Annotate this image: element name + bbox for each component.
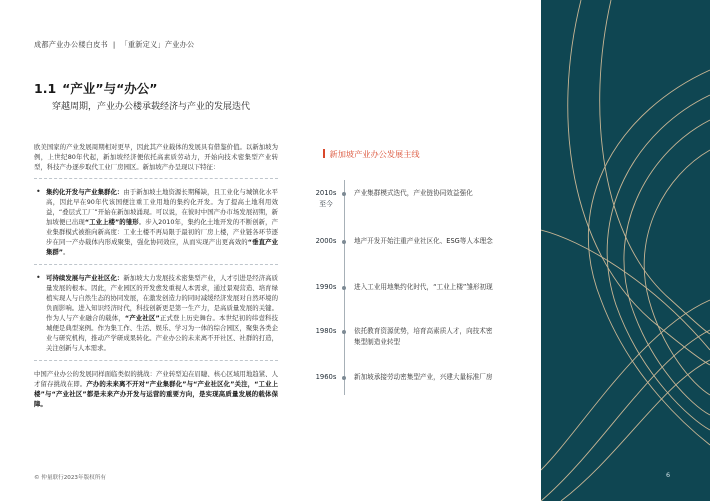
page-number: 6 [666,471,671,479]
breadcrumb-separator: | [112,40,116,49]
timeline-description: 产业集群模式迭代，产业链协同效益强化 [354,189,473,197]
copyright: © 仲量联行2023年版权所有 [34,475,106,481]
conclusion-paragraph: 中国产业办公的发展同样面临类似的挑战：产业转型迫在眉睫、核心区域用地趋紧、人才留存挑战在即。产办的未来离不开对“产业集群化”与“产业社区化”关注，“工业上楼”与“产业社区”都是未来产办开发与运营的重要方向，是实现高质量发展的载体保障。 [34,370,279,408]
bullet-dot-icon: • [36,273,41,282]
chapter-title: 「重新定义」产业办公 [120,40,195,49]
bullet-item-1 [34,187,278,257]
timeline-dot [342,330,346,334]
timeline-description: 进入工业用地集约化时代，“工业上楼”雏形初现 [354,283,493,291]
bullet-text-2: 可持续发展与产业社区化：新加坡大力发展技术密集型产业，人才引进是经济高质量发展的根本。因此，产业园区的开发愈发重视人本需求，通过景观营造、培育绿植实现人与自然生态的协同发展，在激发创造力的同时减缓经济发展对自然环境的负面影响。进入知识经济时代，科技创新更是第一生产力，是高质量发展的关键。作为人与产业融合的载体，“产业社区”正式登上历史舞台。本世纪初的纬壹科技城便是典型案例。作为集工作、生活、娱乐、学习为一体的综合园区，聚集各类企业与研究机构，推动产学研成果转化。产业办公的未来离不开社区、社群的打造，关注创新与人本需求。 [46,274,279,352]
divider [34,360,278,361]
curve-line [588,70,710,445]
intro-paragraph: 欧美国家的产业发展周期相对更早，因此其产业载体的发展具有借鉴价值。以新加坡为例，上世纪80年代起，新加坡经济便依托高素质劳动力，开始向技术密集型产业转型，科技产办逐步取代工业厂房园区。新加坡产办呈现以下特征： [34,143,278,171]
timeline-title [323,149,420,160]
timeline-year: 1990s [315,283,337,291]
bullet-item-2 [34,273,278,353]
doc-title: 成都产业办公楼白皮书 [34,40,108,49]
timeline-dot [342,240,346,244]
timeline-year: 1960s [315,373,337,381]
timeline-description: 地产开发开始注重产业社区化、ESG等人本理念 [354,237,493,245]
curve-line [541,300,710,470]
divider [34,264,278,265]
bullet-dot-icon: • [36,187,41,196]
section-title: “产业”与“办公” [62,81,158,96]
curve-line [624,120,710,415]
curve-line [607,95,710,430]
timeline-description: 依托教育资源优势，培育高素质人才，向技术密集型制造业转型 [354,327,493,346]
timeline-title-text: 新加坡产业办公发展主线 [329,149,420,159]
timeline-dot [342,376,346,380]
body-text-column [34,142,278,415]
section-heading [34,79,158,97]
curve-line [568,0,710,365]
divider [34,178,278,179]
curve-line [561,360,710,501]
accent-bar [323,149,325,158]
timeline-dot [342,286,346,290]
curve-line [541,230,710,350]
decorative-panel [541,0,710,501]
section-number: 1.1 [34,81,57,96]
breadcrumb [34,40,194,50]
decorative-curves [541,0,710,501]
timeline-description: 新加坡承接劳动密集型产业，兴建大量标准厂房 [354,373,493,381]
timeline-year: 1980s [315,327,337,335]
bullet-text-1: 集约化开发与产业集群化：由于新加坡土地资源长期稀缺，且工业化与城镇化水平高，因此早在90年代该国便注重工业用地的集约化开发。为了提高土地利用效益，“叠层式工厂”开始在新加坡涌现。可以说，在彼时中国产办市场发展初期，新加坡便已出现“工业上楼”的雏形。步入2010年，集约化土地开发的不断创新，产业集群模式被推向新高度：工业土楼不再局限于最初的厂房上楼，产业链各环节逐步在同一产办载体内形成聚集，强化协同效应，从而实现产出更高效的“垂直产业集群”。 [46,188,279,256]
curve-line [541,330,710,501]
section-subtitle: 穿越周期，产业办公楼承载经济与产业的发展迭代 [52,102,251,112]
timeline-year: 2010s 至今 [315,189,337,208]
timeline-dot [342,192,346,196]
timeline-year: 2000s [315,237,337,245]
